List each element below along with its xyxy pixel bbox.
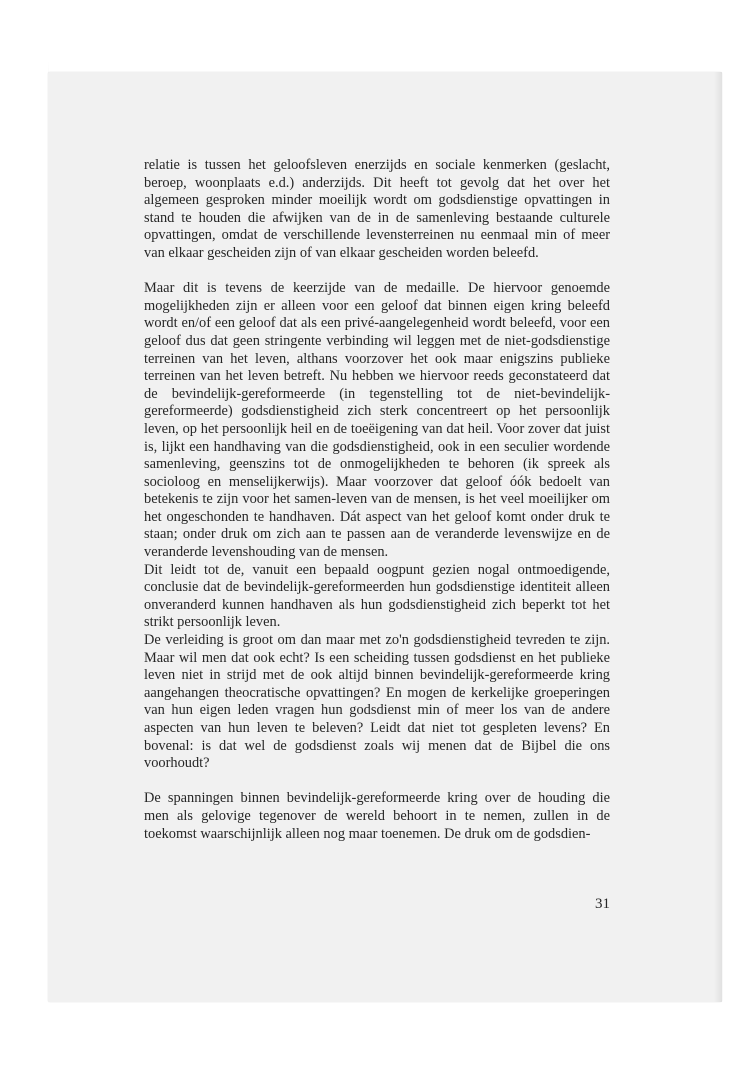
paragraph-2: Maar dit is tevens de keerzijde van de medaille. De hiervoor genoemde mogelijkheden zijn er alleen voor een geloof dat binnen eigen kring beleefd wordt en/of een geloof dat als een privé-aangelegenheid wordt beleefd, voor een geloof dus dat geen stringente verbinding wil leggen met de niet-godsdienstige terreinen van het leven, althans voorzover het ook maar enigszins publieke terreinen van het leven betreft. Nu hebben we hiervoor reeds geconstateerd dat de bevindelijk-gereformeerde (in tegenstelling tot de niet-bevindelijk-gereformeerde) godsdienstigheid zich sterk concentreert op het persoonlijk leven, op het persoonlijk heil en de toeëigening van dat heil. Voor zover dat juist is, lijkt een handhaving van die godsdienstigheid, ook in een seculier wordende samenleving, geenszins tot de onmogelijkheden te behoren (ik spreek als socioloog en menselijkerwijs). Maar voorzover dat geloof óók bedoelt van betekenis te zijn voor het samen-leven van de mensen, is het veel moeilijker om het ongeschonden te handhaven. Dát aspect van het geloof komt onder druk te staan; onder druk om zich aan te passen aan de veranderde levenswijze en de veranderde levenshouding van de mensen.	[144, 280, 610, 561]
paragraph-3: Dit leidt tot de, vanuit een bepaald oogpunt gezien nogal ontmoedigende, conclusie dat de bevindelijk-gereformeerden hun godsdienstige identiteit alleen onveranderd kunnen handhaven als hun godsdienstigheid zich beperkt tot het strikt persoonlijk leven.	[144, 561, 610, 631]
paragraph-5: De spanningen binnen bevindelijk-gereformeerde kring over de houding die men als gelovige tegenover de wereld behoort in te nemen, zullen in de toekomst waarschijnlijk alleen nog maar toenemen. De druk om de godsdien-	[144, 790, 610, 842]
paragraph-1: relatie is tussen het geloofsleven enerzijds en sociale kenmerken (geslacht, beroep, woonplaats e.d.) anderzijds. Dit heeft tot gevolg dat het over het algemeen gesproken minder moeilijk wordt om godsdienstige opvattingen in stand te houden die afwijken van de in de samenleving bestaande culturele opvattingen, omdat de verschillende levensterreinen nu eenmaal min of meer van elkaar gescheiden zijn of van elkaar gescheiden worden beleefd.	[144, 157, 610, 261]
body-text	[144, 157, 610, 843]
paragraph-4: De verleiding is groot om dan maar met zo'n godsdienstigheid tevreden te zijn. Maar wil men dat ook echt? Is een scheiding tussen godsdienst en het publieke leven niet in strijd met de ook altijd binnen bevindelijk-gereformeerde kring aangehangen theocratische opvattingen? En mogen de kerkelijke groeperingen van hun eigen leden vragen hun godsdienst min of meer los van de andere aspecten van hun leven te beleven? Leidt dat niet tot gespleten levens? En bovenal: is dat wel de godsdienst zoals wij menen dat de Bijbel die ons voorhoudt?	[144, 632, 610, 772]
page-number: 31	[595, 896, 610, 912]
